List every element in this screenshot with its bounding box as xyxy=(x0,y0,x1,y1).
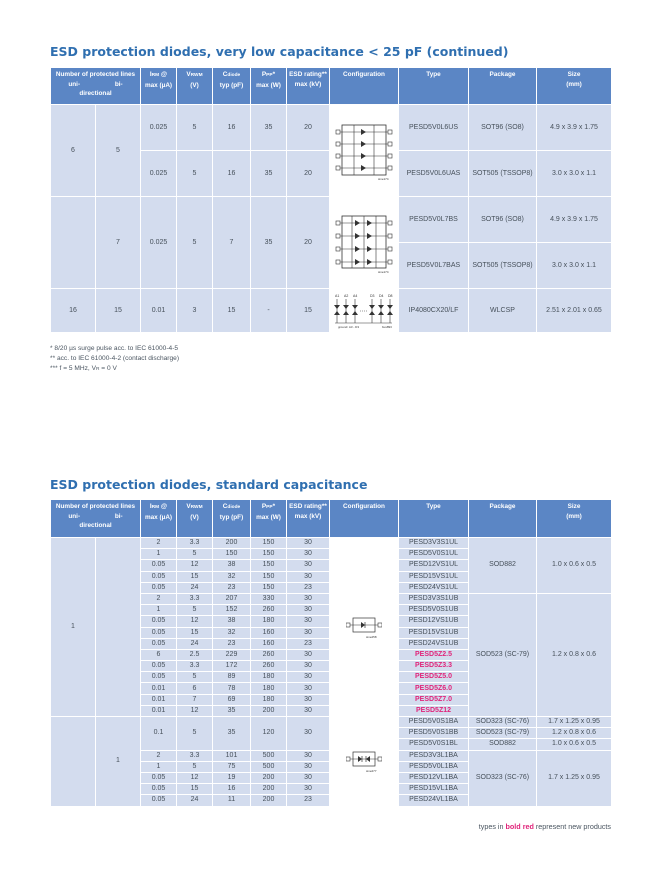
cell-vrwm: 5 xyxy=(177,605,213,616)
cell-irm: 2 xyxy=(141,593,177,604)
cell-vrwm: 5 xyxy=(177,197,213,289)
header-irm: IRM @ max (µA) xyxy=(141,68,177,105)
cell-ppp: 150 xyxy=(251,571,287,582)
cell-package: SOT505 (TSSOP8) xyxy=(469,151,537,197)
cell-size: 4.9 x 3.9 x 1.75 xyxy=(537,105,612,151)
legend-new-products: types in bold red represent new products xyxy=(478,822,611,831)
cell-irm: 0.01 xyxy=(141,694,177,705)
cell-esd: 30 xyxy=(287,717,330,751)
header-lines-label: Number of protected lines xyxy=(55,71,136,78)
cell-cdiode: 16 xyxy=(213,105,251,151)
cell-irm: 0.05 xyxy=(141,772,177,783)
cell-package: SOT96 (SO8) xyxy=(469,105,537,151)
cell-ppp: 200 xyxy=(251,705,287,716)
cell-cdiode: 19 xyxy=(213,772,251,783)
cell-type: PESD5V0S1BB xyxy=(399,728,469,739)
table-header-row xyxy=(51,68,612,105)
header-type: Type xyxy=(399,68,469,105)
cell-size: 3.0 x 3.0 x 1.1 xyxy=(537,243,612,289)
cell-esd: 30 xyxy=(287,616,330,627)
cell-vrwm: 12 xyxy=(177,705,213,716)
header-package: Package xyxy=(469,68,537,105)
cell-esd: 30 xyxy=(287,593,330,604)
cell-cdiode: 23 xyxy=(213,638,251,649)
table-row xyxy=(51,717,612,728)
cell-esd: 30 xyxy=(287,649,330,660)
svg-text:sine258: sine258 xyxy=(366,635,377,639)
header-ppp: PPP* max (W) xyxy=(251,500,287,538)
cell-irm: 1 xyxy=(141,549,177,560)
cell-cdiode: 16 xyxy=(213,151,251,197)
cell-type: PESD3V3S1UL xyxy=(399,538,469,549)
cell-type: PESD12VL1BA xyxy=(399,772,469,783)
table-row xyxy=(51,538,612,549)
cell-ppp: 180 xyxy=(251,672,287,683)
cell-ppp: 330 xyxy=(251,593,287,604)
cell-package: SOT96 (SO8) xyxy=(469,197,537,243)
cell-vrwm: 12 xyxy=(177,560,213,571)
cell-type: PESD3V3L1BA xyxy=(399,750,469,761)
cell-uni xyxy=(51,717,96,807)
header-size: Size (mm) xyxy=(537,68,612,105)
cell-esd: 30 xyxy=(287,672,330,683)
cell-vrwm: 2.5 xyxy=(177,649,213,660)
cell-ppp: 180 xyxy=(251,616,287,627)
header-vrwm: VRWM (V) xyxy=(177,68,213,105)
cell-ppp: 150 xyxy=(251,560,287,571)
cell-package: SOD882 xyxy=(469,739,537,750)
cell-irm: 0.05 xyxy=(141,560,177,571)
cell-type: PESD12VS1UL xyxy=(399,560,469,571)
cfg-label: sine174 xyxy=(378,176,389,181)
cell-ppp: 35 xyxy=(251,197,287,289)
cell-package: SOD323 (SC-76) xyxy=(469,717,537,728)
cell-esd: 23 xyxy=(287,582,330,593)
table-row xyxy=(51,105,612,151)
cell-irm: 0.05 xyxy=(141,627,177,638)
cell-irm: 0.05 xyxy=(141,582,177,593)
cell-cdiode: 150 xyxy=(213,549,251,560)
cell-esd: 30 xyxy=(287,705,330,716)
configuration-diagram-7-line xyxy=(330,197,399,289)
cell-package: SOD523 (SC-79) xyxy=(469,593,537,716)
table-row xyxy=(51,197,612,243)
footnote: ** acc. to IEC 61000-4-2 (contact discharge) xyxy=(50,355,180,362)
cell-cdiode: 172 xyxy=(213,661,251,672)
cell-vrwm: 12 xyxy=(177,772,213,783)
cell-type: PESD5V0S1BA xyxy=(399,717,469,728)
svg-text:A1: A1 xyxy=(335,293,340,298)
cell-type: PESD5V0S1BL xyxy=(399,739,469,750)
cell-irm: 0.05 xyxy=(141,638,177,649)
configuration-diagram-wlcsp xyxy=(330,289,399,333)
cell-size: 1.7 x 1.25 x 0.95 xyxy=(537,717,612,728)
cell-vrwm: 3.3 xyxy=(177,661,213,672)
cell-type: PESD5Z6.0 xyxy=(399,683,469,694)
footnote: * 8/20 µs surge pulse acc. to IEC 61000-4-5 xyxy=(50,345,179,352)
cell-irm: 0.01 xyxy=(141,289,177,333)
svg-text:ground: A3 - D3: ground: A3 - D3 xyxy=(338,324,360,329)
cell-vrwm: 3.3 xyxy=(177,538,213,549)
cell-package: WLCSP xyxy=(469,289,537,333)
header-ppp: PPP* max (W) xyxy=(251,68,287,105)
cell-ppp: 200 xyxy=(251,772,287,783)
cell-ppp: 35 xyxy=(251,151,287,197)
cell-irm: 1 xyxy=(141,605,177,616)
cell-ppp: 150 xyxy=(251,538,287,549)
cell-type: PESD5V0L6US xyxy=(399,105,469,151)
cell-uni: 6 xyxy=(51,105,96,197)
cell-cdiode: 229 xyxy=(213,649,251,660)
cell-type: PESD5V0S1UB xyxy=(399,605,469,616)
header-configuration: Configuration xyxy=(330,68,399,105)
cell-type: PESD12VS1UB xyxy=(399,616,469,627)
header-configuration: Configuration xyxy=(330,500,399,538)
table-header-row xyxy=(51,500,612,538)
cell-ppp: 260 xyxy=(251,605,287,616)
cell-esd: 30 xyxy=(287,784,330,795)
cell-irm: 0.01 xyxy=(141,683,177,694)
header-cdiode: Cdiode typ (pF) xyxy=(213,68,251,105)
cfg-label: sine174 xyxy=(378,269,389,274)
cell-vrwm: 12 xyxy=(177,616,213,627)
cell-cdiode: 7 xyxy=(213,197,251,289)
cell-vrwm: 5 xyxy=(177,105,213,151)
cell-irm: 6 xyxy=(141,649,177,660)
cell-cdiode: 35 xyxy=(213,705,251,716)
cell-bi: 15 xyxy=(96,289,141,333)
cell-cdiode: 38 xyxy=(213,560,251,571)
cell-irm: 0.1 xyxy=(141,717,177,751)
cell-vrwm: 15 xyxy=(177,627,213,638)
cell-ppp: 180 xyxy=(251,694,287,705)
header-irm: IRM @ max (µA) xyxy=(141,500,177,538)
cell-cdiode: 69 xyxy=(213,694,251,705)
header-type: Type xyxy=(399,500,469,538)
cell-vrwm: 5 xyxy=(177,717,213,751)
cell-esd: 30 xyxy=(287,549,330,560)
cell-uni xyxy=(51,197,96,289)
cell-uni: 16 xyxy=(51,289,96,333)
cell-vrwm: 5 xyxy=(177,151,213,197)
cell-ppp: 260 xyxy=(251,661,287,672)
cell-size: 4.9 x 3.9 x 1.75 xyxy=(537,197,612,243)
header-size: Size (mm) xyxy=(537,500,612,538)
cell-irm: 0.025 xyxy=(141,105,177,151)
cell-esd: 20 xyxy=(287,197,330,289)
cell-vrwm: 24 xyxy=(177,638,213,649)
svg-text:D4: D4 xyxy=(379,293,384,298)
cell-ppp: 500 xyxy=(251,761,287,772)
cell-vrwm: 6 xyxy=(177,683,213,694)
cell-esd: 30 xyxy=(287,605,330,616)
header-bi: bi- xyxy=(114,80,123,88)
cell-type: PESD24VL1BA xyxy=(399,795,469,806)
bidirectional-diode-icon xyxy=(346,748,382,774)
cell-esd: 30 xyxy=(287,627,330,638)
cell-cdiode: 16 xyxy=(213,784,251,795)
cell-size: 1.0 x 0.6 x 0.5 xyxy=(537,739,612,750)
cell-esd: 15 xyxy=(287,289,330,333)
cell-type: PESD5V0S1UL xyxy=(399,549,469,560)
cell-irm: 2 xyxy=(141,750,177,761)
cell-type: PESD24VS1UB xyxy=(399,638,469,649)
cell-esd: 23 xyxy=(287,638,330,649)
cell-ppp: 180 xyxy=(251,683,287,694)
table-very-low-capacitance xyxy=(50,67,612,333)
cell-irm: 0.025 xyxy=(141,197,177,289)
cell-type: PESD5Z12 xyxy=(399,705,469,716)
cell-irm: 1 xyxy=(141,761,177,772)
cell-irm: 0.05 xyxy=(141,672,177,683)
cell-irm: 0.05 xyxy=(141,661,177,672)
table-row xyxy=(51,289,612,333)
configuration-diagram-unidirectional xyxy=(330,538,399,717)
cell-cdiode: 32 xyxy=(213,571,251,582)
cell-esd: 20 xyxy=(287,151,330,197)
cell-bi: 5 xyxy=(96,105,141,197)
cell-esd: 20 xyxy=(287,105,330,151)
cell-ppp: 35 xyxy=(251,105,287,151)
svg-text:D3: D3 xyxy=(370,293,375,298)
cell-esd: 30 xyxy=(287,772,330,783)
header-uni: uni- xyxy=(68,80,81,88)
cell-esd: 23 xyxy=(287,795,330,806)
cell-cdiode: 38 xyxy=(213,616,251,627)
footnotes xyxy=(50,344,179,375)
cell-cdiode: 75 xyxy=(213,761,251,772)
cell-type: PESD24VS1UL xyxy=(399,582,469,593)
cell-ppp: 150 xyxy=(251,549,287,560)
cell-type: PESD5V0L1BA xyxy=(399,761,469,772)
cell-irm: 2 xyxy=(141,538,177,549)
cell-cdiode: 35 xyxy=(213,717,251,751)
wlcsp-diode-array-icon xyxy=(332,291,396,331)
cell-bi: 7 xyxy=(96,197,141,289)
header-esd: ESD rating** max (kV) xyxy=(287,500,330,538)
cell-size: 3.0 x 3.0 x 1.1 xyxy=(537,151,612,197)
cell-ppp: 200 xyxy=(251,784,287,795)
cell-type: PESD15VS1UL xyxy=(399,571,469,582)
cell-type: PESD5Z5.0 xyxy=(399,672,469,683)
cell-type: PESD5V0L7BS xyxy=(399,197,469,243)
cell-ppp: 200 xyxy=(251,795,287,806)
cell-esd: 30 xyxy=(287,683,330,694)
diode-array-6-icon xyxy=(334,120,394,182)
cell-esd: 30 xyxy=(287,571,330,582)
cell-type: PESD15VS1UB xyxy=(399,627,469,638)
header-esd: ESD rating** max (kV) xyxy=(287,68,330,105)
svg-text:sine277: sine277 xyxy=(366,769,377,774)
cell-vrwm: 5 xyxy=(177,672,213,683)
cell-vrwm: 15 xyxy=(177,784,213,795)
header-directional: directional xyxy=(79,90,112,97)
cell-package: SOD882 xyxy=(469,538,537,594)
cell-vrwm: 15 xyxy=(177,571,213,582)
cell-ppp: 150 xyxy=(251,582,287,593)
cell-vrwm: 5 xyxy=(177,761,213,772)
cell-esd: 30 xyxy=(287,560,330,571)
cell-cdiode: 207 xyxy=(213,593,251,604)
cell-irm: 0.025 xyxy=(141,151,177,197)
cell-package: SOD523 (SC-79) xyxy=(469,728,537,739)
cell-irm: 0.05 xyxy=(141,616,177,627)
cell-cdiode: 11 xyxy=(213,795,251,806)
single-diode-icon xyxy=(346,614,382,640)
cell-size: 2.51 x 2.01 x 0.65 xyxy=(537,289,612,333)
cell-type: PESD5V0L7BAS xyxy=(399,243,469,289)
cell-size: 1.7 x 1.25 x 0.95 xyxy=(537,750,612,806)
cell-ppp: 160 xyxy=(251,638,287,649)
cell-ppp: 500 xyxy=(251,750,287,761)
cell-cdiode: 32 xyxy=(213,627,251,638)
cell-esd: 30 xyxy=(287,538,330,549)
cell-cdiode: 152 xyxy=(213,605,251,616)
footnote: *** f = 5 MHz, VR = 0 V xyxy=(50,365,117,372)
cell-ppp: 120 xyxy=(251,717,287,751)
cell-esd: 30 xyxy=(287,761,330,772)
cell-type: PESD3V3S1UB xyxy=(399,593,469,604)
cell-cdiode: 89 xyxy=(213,672,251,683)
cell-irm: 0.01 xyxy=(141,705,177,716)
svg-text:bus893: bus893 xyxy=(382,324,392,329)
cell-cdiode: 200 xyxy=(213,538,251,549)
legend-red-text: bold red xyxy=(505,822,534,831)
cell-type: IP4080CX20/LF xyxy=(399,289,469,333)
cell-vrwm: 24 xyxy=(177,795,213,806)
configuration-diagram-bidirectional xyxy=(330,717,399,807)
svg-text:A4: A4 xyxy=(353,293,358,298)
cell-ppp: - xyxy=(251,289,287,333)
cell-esd: 30 xyxy=(287,694,330,705)
diode-array-7-icon xyxy=(334,210,394,276)
header-vrwm: VRWM (V) xyxy=(177,500,213,538)
table-standard-capacitance xyxy=(50,499,612,807)
cell-ppp: 260 xyxy=(251,649,287,660)
header-package: Package xyxy=(469,500,537,538)
cell-vrwm: 24 xyxy=(177,582,213,593)
cell-type: PESD15VL1BA xyxy=(399,784,469,795)
cell-irm: 0.05 xyxy=(141,784,177,795)
header-protected-lines xyxy=(51,68,141,105)
svg-text:D8: D8 xyxy=(388,293,393,298)
cell-size: 1.0 x 0.6 x 0.5 xyxy=(537,538,612,594)
section-title-standard-capacitance: ESD protection diodes, standard capacitance xyxy=(50,477,368,492)
section-title-very-low-capacitance: ESD protection diodes, very low capacitance < 25 pF (continued) xyxy=(50,44,509,59)
cell-cdiode: 15 xyxy=(213,289,251,333)
cell-bi: 1 xyxy=(96,717,141,807)
cell-type: PESD5Z7.0 xyxy=(399,694,469,705)
table-body xyxy=(51,538,612,807)
configuration-diagram-6-line xyxy=(330,105,399,197)
cell-uni: 1 xyxy=(51,538,96,717)
svg-text:A2: A2 xyxy=(344,293,349,298)
cell-size: 1.2 x 0.8 x 0.6 xyxy=(537,593,612,716)
cell-irm: 0.05 xyxy=(141,795,177,806)
cell-cdiode: 23 xyxy=(213,582,251,593)
cell-vrwm: 3.3 xyxy=(177,750,213,761)
cell-vrwm: 3.3 xyxy=(177,593,213,604)
cell-vrwm: 3 xyxy=(177,289,213,333)
cell-bi xyxy=(96,538,141,717)
cell-type: PESD5Z3.3 xyxy=(399,661,469,672)
cell-type: PESD5V0L6UAS xyxy=(399,151,469,197)
cell-esd: 30 xyxy=(287,750,330,761)
cell-package: SOT505 (TSSOP8) xyxy=(469,243,537,289)
cell-irm: 0.05 xyxy=(141,571,177,582)
header-protected-lines: Number of protected lines uni- bi- directional xyxy=(51,500,141,538)
cell-vrwm: 7 xyxy=(177,694,213,705)
cell-vrwm: 5 xyxy=(177,549,213,560)
cell-cdiode: 78 xyxy=(213,683,251,694)
cell-cdiode: 101 xyxy=(213,750,251,761)
cell-type: PESD5Z2.5 xyxy=(399,649,469,660)
cell-size: 1.2 x 0.8 x 0.6 xyxy=(537,728,612,739)
header-cdiode: Cdiode typ (pF) xyxy=(213,500,251,538)
cell-package: SOD323 (SC-76) xyxy=(469,750,537,806)
cell-ppp: 160 xyxy=(251,627,287,638)
cell-esd: 30 xyxy=(287,661,330,672)
